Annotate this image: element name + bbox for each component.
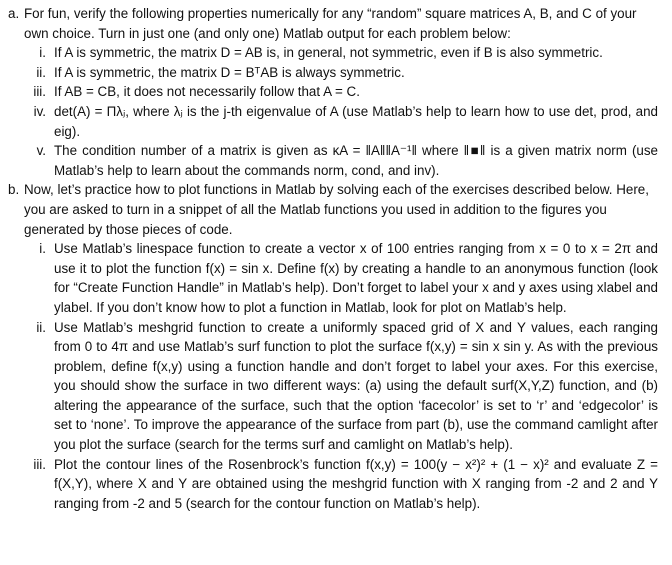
item-b-ii-label: ii. — [36, 319, 46, 335]
section-b — [4, 180, 658, 513]
item-b-iii — [24, 455, 658, 514]
item-a-iii-text: If AB = CB, it does not necessarily follow that A = C. — [54, 84, 360, 100]
item-a-iv — [24, 102, 658, 141]
item-b-ii — [24, 318, 658, 455]
item-b-i — [24, 239, 658, 317]
item-b-iii-label: iii. — [33, 456, 46, 472]
item-b-i-text: Use Matlab’s linespace function to create a vector x of 100 entries ranging from x = 0 to x = 2π and use it to plot the function f(x) = sin x. Define f(x) by creating a handle to an anonymous function (look for “Create Function Handle” in Matlab’s help). Don’t forget to label your x and y axes using xlabel and ylabel. If you don’t know how to plot a function in Matlab, look for plot on Matlab’s help. — [54, 241, 658, 315]
item-a-i-label: i. — [39, 45, 46, 61]
item-a-iv-label: iv. — [33, 103, 46, 119]
item-a-iv-text: det(A) = Πλⱼ, where λⱼ is the j-th eigenvalue of A (use Matlab’s help to learn how to use det, prod, and eig). — [54, 103, 658, 139]
item-a-iii — [24, 82, 658, 102]
item-b-ii-text: Use Matlab’s meshgrid function to create a uniformly spaced grid of X and Y values, each ranging from 0 to 4π and use Matlab’s surf function to plot the surface f(x,y) = sin x sin y. As with the previous problem, define f(x,y) using a function handle and don’t forget to label your axes. For this exercise, you should show the surface in two different ways: (a) using the default surf(X,Y,Z) function, and (b) altering the appearance of the surface, such that the option ‘facecolor’ is set to ‘r’ and ‘edgecolor’ is set to ‘none’. To improve the appearance of the surface from part (b), use the command camlight after you plot the surface (search for the terms surf and camlight on Matlab’s help). — [54, 319, 658, 453]
item-a-v — [24, 141, 658, 180]
section-a-label: a. — [8, 6, 20, 21]
section-b-intro: Now, let’s practice how to plot functions in Matlab by solving each of the exercises described below. Here, you are asked to turn in a snippet of all the Matlab functions you used in addition to the figures you generated by those pieces of code. — [24, 182, 649, 237]
section-a-intro: For fun, verify the following properties numerically for any “random” square matrices A, B, and C of your own choice. Turn in just one (and only one) Matlab output for each problem below: — [24, 6, 637, 41]
item-a-i — [24, 43, 658, 63]
item-b-iii-text: Plot the contour lines of the Rosenbrock’s function f(x,y) = 100(y − x²)² + (1 − x)² and evaluate Z = f(X,Y), where X and Y are obtained using the meshgrid function with X ranging from -2 and 2 and Y ranging from -2 and 5 (search for the contour function on Matlab’s help). — [54, 456, 658, 511]
item-a-v-text: The condition number of a matrix is given as κA = ‖A‖‖A⁻¹‖ where ‖■‖ is a given matrix norm (use Matlab’s help to learn about the commands norm, cond, and inv). — [54, 143, 658, 178]
item-a-ii — [24, 63, 658, 83]
section-a — [4, 4, 658, 180]
item-a-v-label: v. — [36, 143, 46, 159]
section-b-items — [24, 239, 658, 513]
section-b-label: b. — [8, 182, 20, 198]
section-b-body — [24, 180, 658, 513]
item-a-ii-label: ii. — [36, 64, 46, 80]
section-a-body — [24, 4, 658, 180]
item-a-ii-text: If A is symmetric, the matrix D = BᵀAB is always symmetric. — [54, 64, 405, 80]
item-a-i-text: If A is symmetric, the matrix D = AB is, in general, not symmetric, even if B is also symmetric. — [54, 45, 603, 61]
section-a-items — [24, 43, 658, 180]
item-a-iii-label: iii. — [33, 84, 46, 100]
item-b-i-label: i. — [39, 241, 46, 257]
